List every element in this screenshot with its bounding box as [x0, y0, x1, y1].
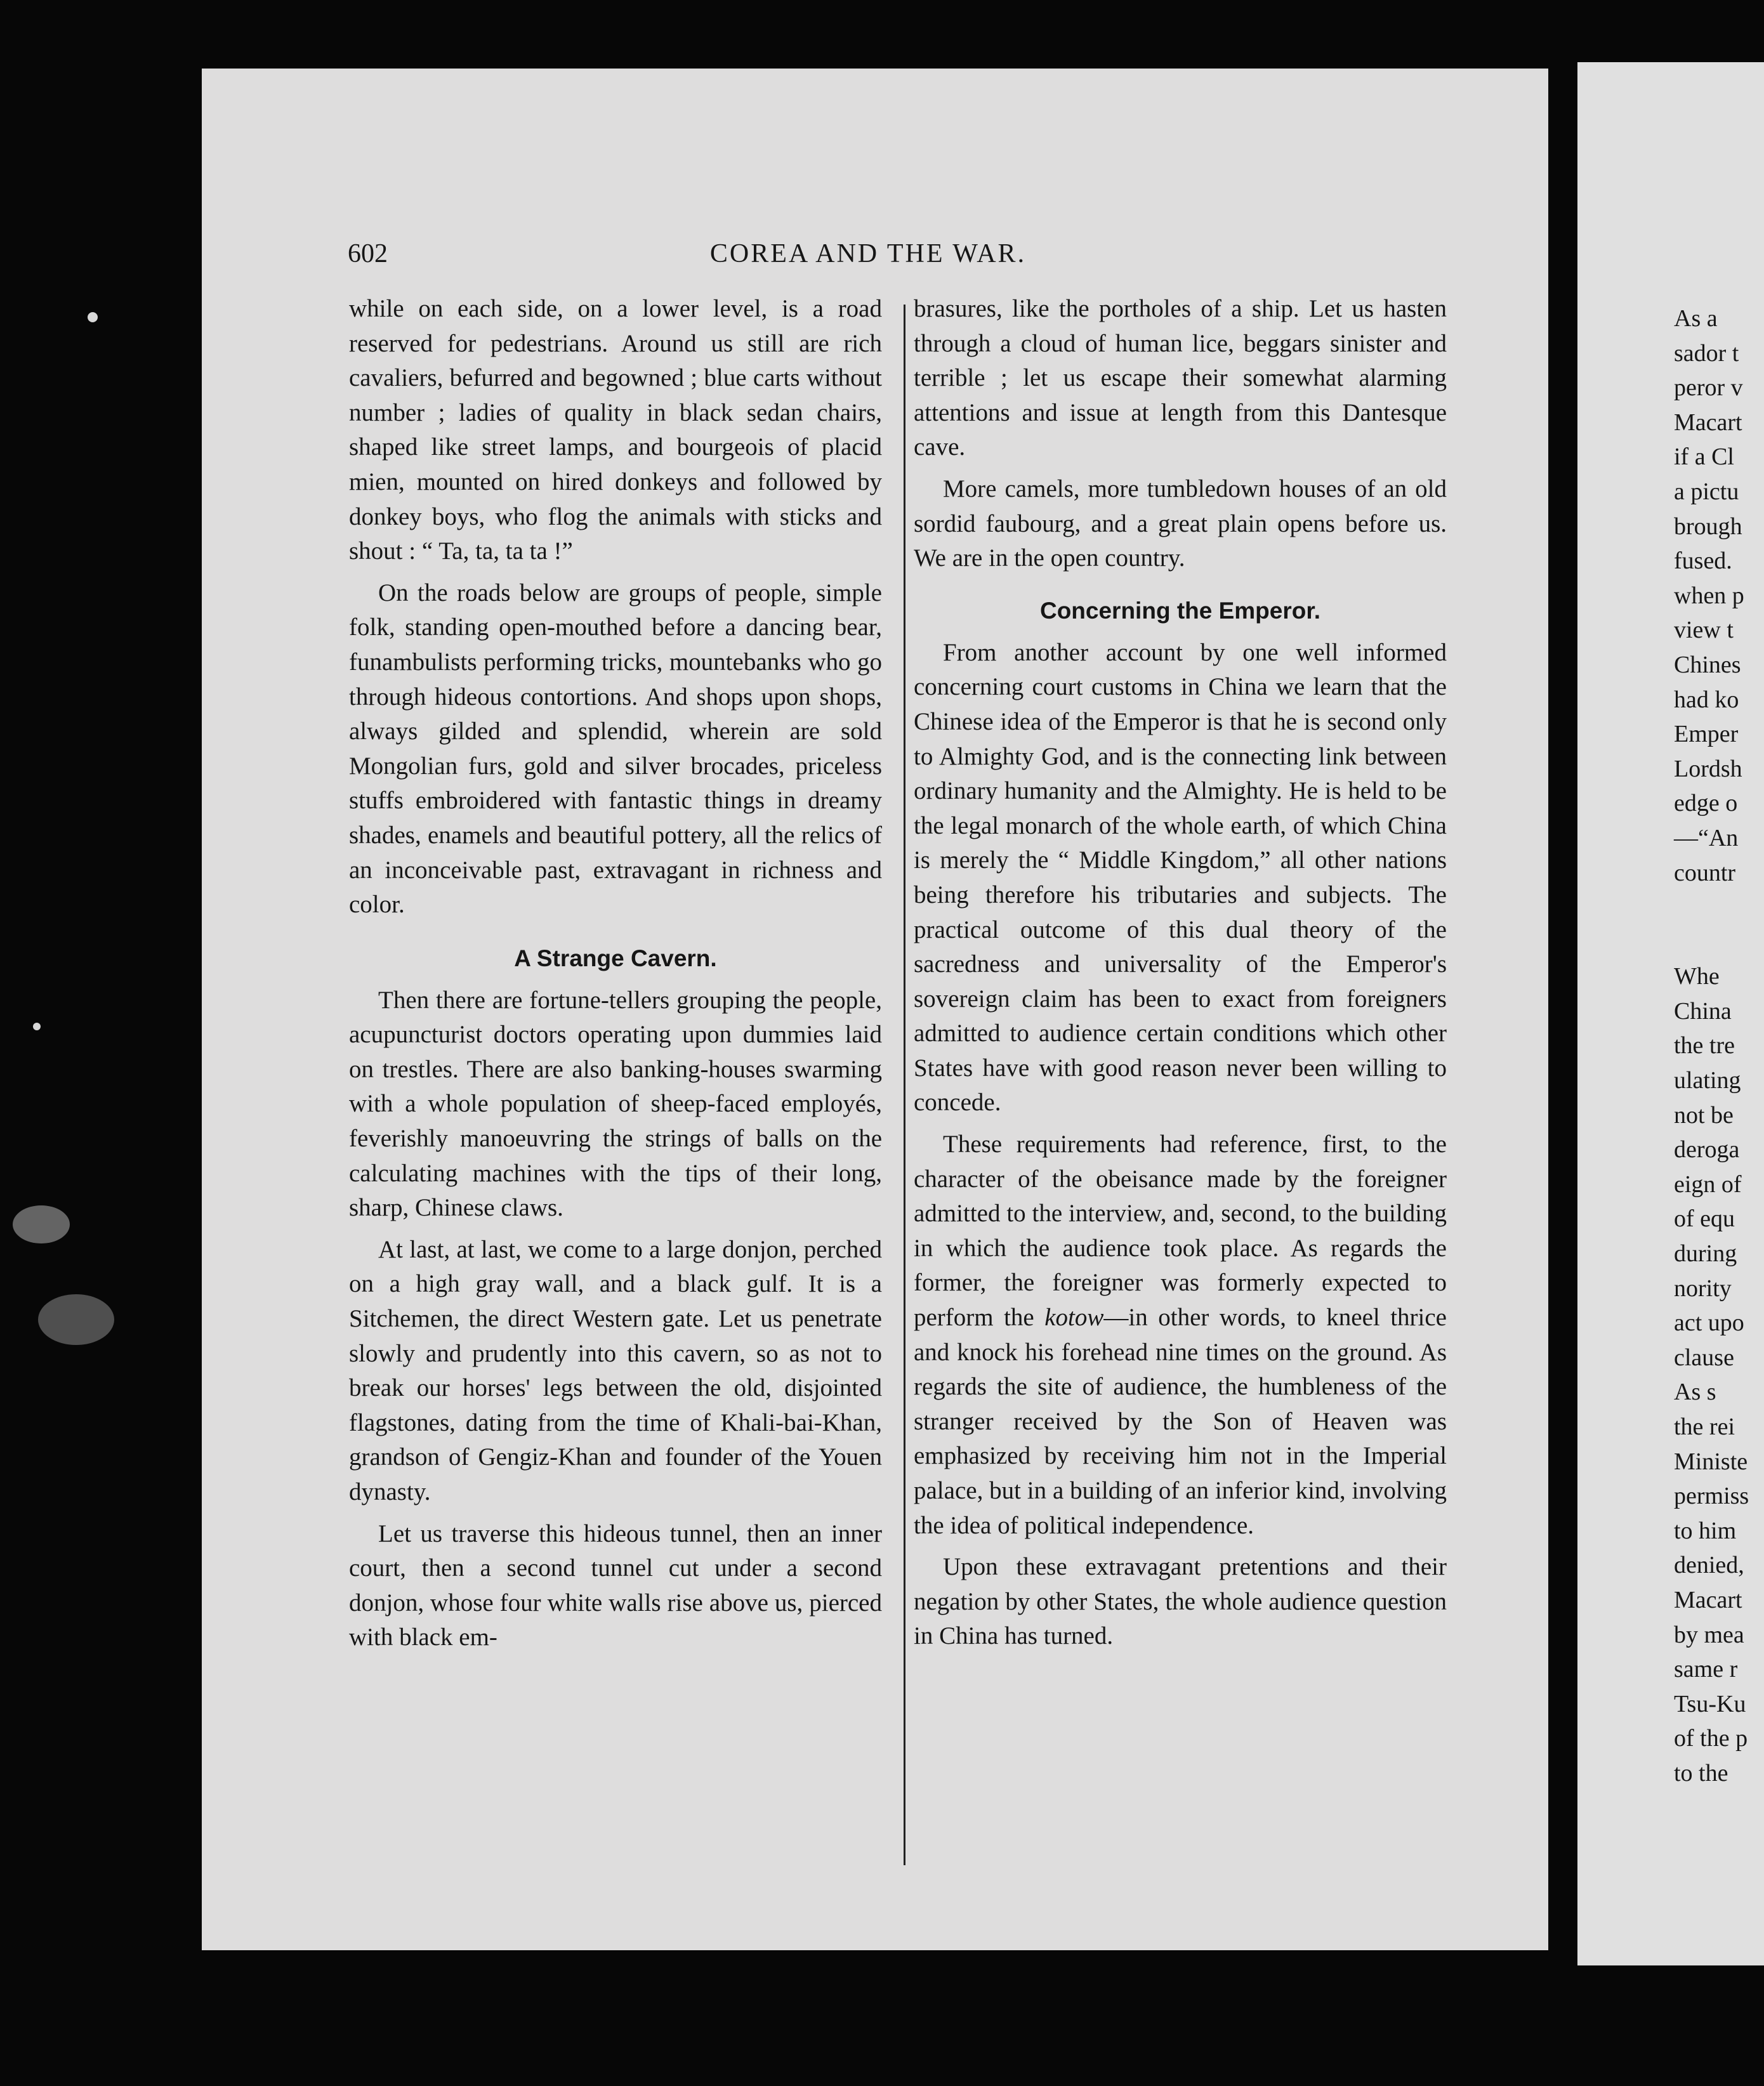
adjacent-page-fragment: [1577, 62, 1764, 1965]
fragment-line: Macart: [1674, 409, 1742, 436]
fragment-line: to him: [1674, 1517, 1737, 1544]
page-number: 602: [348, 239, 388, 268]
fragment-line: Macart: [1674, 1586, 1742, 1613]
fragment-line: brough: [1674, 513, 1742, 540]
paragraph: Then there are fortune-tellers grouping the people, acupuncturist doctors operating upon dummies laid on trestles. There are also banking-houses swarming with a whole population of sheep-faced employés, feverishly manoeuvring the strings of balls on the calculating machines with the tips of their long, sharp, Chinese claws.: [349, 986, 882, 1222]
fragment-line: Tsu-Ku: [1674, 1690, 1746, 1717]
fragment-line: the rei: [1674, 1414, 1735, 1440]
page-header: [348, 239, 1388, 274]
fragment-line: by mea: [1674, 1621, 1744, 1648]
fragment-line: ulating: [1674, 1067, 1741, 1094]
fragment-line: act upo: [1674, 1309, 1744, 1337]
fragment-line: nority: [1674, 1275, 1732, 1302]
paragraph: On the roads below are groups of people, simple folk, standing open-mouthed before a dancing bear, funambulists performing tricks, mountebanks who go through hideous contortions. And shops upon shops, always gilded and splendid, wherein are sold Mongolian furs, gold and silver brocades, priceless stuffs embroidered with fantastic things in dreamy shades, enamels and beautiful pottery, all the relics of an inconceivable past, extravagant in richness and color.: [349, 579, 882, 919]
paragraph: [914, 1127, 1447, 1543]
fragment-line: [1674, 925, 1749, 960]
scan-speck: [33, 1023, 41, 1030]
fragment-line: eign of: [1674, 1171, 1742, 1198]
fragment-line: sador t: [1674, 339, 1739, 367]
fragment-line: permiss: [1674, 1483, 1749, 1510]
fragment-line: the tre: [1674, 1032, 1735, 1059]
fragment-line: —“An: [1674, 824, 1739, 851]
fragment-line: deroga: [1674, 1136, 1740, 1164]
fragment-line: not be: [1674, 1101, 1734, 1129]
fragment-line: As a: [1674, 305, 1718, 332]
paragraph: while on each side, on a lower level, is a road reserved for pedestrians. Around us still are rich cavaliers, befurred and begowned ; blue carts without number ; ladies of quality in black sedan chairs, shaped like street lamps, and bourgeois of placid mien, mounted on hired donkeys and followed by donkey boys, who flog the animals with sticks and shout : “ Ta, ta, ta ta !”: [349, 295, 882, 565]
paragraph: brasures, like the portholes of a ship. Let us hasten through a cloud of human lice, beggars sinister and terrible ; let us escape their somewhat alarming attentions and issue at length from this Dantesque cave.: [914, 295, 1447, 461]
paragraph-text: These requirements had reference, first, to the character of the obeisance made by the foreigner admitted to the interview, and, second, to the building in which the audience took place. As regards the former, the foreigner was formerly expected to perform the: [914, 1131, 1447, 1332]
fragment-line: Chines: [1674, 651, 1741, 678]
scan-speck: [38, 1294, 114, 1345]
running-title: COREA AND THE WAR.: [709, 239, 1027, 268]
left-book-page: [202, 69, 1548, 1950]
fragment-line: Ministe: [1674, 1448, 1748, 1475]
left-column: [349, 292, 882, 1655]
fragment-line: As s: [1674, 1379, 1716, 1406]
column-divider: [904, 305, 905, 1865]
section-heading-strange-cavern: A Strange Cavern.: [514, 945, 717, 971]
kotow-italic: kotow: [1044, 1304, 1104, 1332]
right-column: [914, 292, 1447, 1654]
fragment-line: Emper: [1674, 721, 1739, 748]
scan-speck: [13, 1205, 70, 1243]
paragraph: At last, at last, we come to a large donjon, perched on a high gray wall, and a black gulf. It is a Sitchemen, the direct Western gate. Let us penetrate slowly and prudently into this cavern, so as not to break our horses' legs between the old, disjointed flagstones, dating from the time of Khali-bai-Khan, grandson of Gengiz-Khan and founder of the Youen dynasty.: [349, 1235, 882, 1505]
fragment-line: same r: [1674, 1656, 1738, 1683]
fragment-line: to the: [1674, 1759, 1728, 1787]
fragment-line: edge o: [1674, 790, 1738, 817]
scan-speck: [88, 312, 98, 322]
fragment-line: a pictu: [1674, 478, 1739, 505]
fragment-line: had ko: [1674, 686, 1739, 713]
fragment-line: denied,: [1674, 1552, 1744, 1579]
fragment-line: when p: [1674, 582, 1744, 609]
fragment-line: Lordsh: [1674, 755, 1742, 782]
paragraph: More camels, more tumbledown houses of an old sordid faubourg, and a great plain opens before us. We are in the open country.: [914, 475, 1447, 572]
fragment-line: clause: [1674, 1344, 1734, 1371]
fragment-line: of the p: [1674, 1725, 1748, 1752]
section-heading-concerning-emperor: Concerning the Emperor.: [1039, 597, 1320, 624]
fragment-line: of equ: [1674, 1205, 1735, 1233]
fragment-line: during: [1674, 1240, 1737, 1268]
adjacent-page-text: [1674, 301, 1749, 1791]
paragraph: From another account by one well informed concerning court customs in China we learn that the Chinese idea of the Emperor is that he is second only to Almighty God, and is the connecting link between ordinary humanity and the Almighty. He is held to be the legal monarch of the whole earth, of which China is merely the “ Middle Kingdom,” all other nations being therefore his tributaries and subjects. The practical outcome of this dual theory of the sacredness and universality of the Emperor's sovereign claim has been to exact from foreigners admitted to audience certain conditions which other States have with good reason never been willing to concede.: [914, 638, 1447, 1117]
paragraph: Upon these extravagant pretentions and their negation by other States, the whole audience question in China has turned.: [914, 1553, 1447, 1650]
paragraph: Let us traverse this hideous tunnel, then an inner court, then a second tunnel cut under a second donjon, whose four white walls rise above us, pierced with black em-: [349, 1519, 882, 1651]
fragment-line: fused.: [1674, 548, 1732, 575]
fragment-line: countr: [1674, 859, 1736, 886]
fragment-line: [1674, 890, 1749, 925]
fragment-line: view t: [1674, 617, 1734, 644]
fragment-line: peror v: [1674, 374, 1743, 402]
fragment-line: China: [1674, 997, 1732, 1025]
fragment-line: Whe: [1674, 963, 1720, 990]
paragraph-text: —in other words, to kneel thrice and knock his forehead nine times on the ground. As regards the site of audience, the humbleness of the stranger received by the Son of Heaven was emphasized by receiving him not in the Imperial palace, but in a building of an inferior kind, involving the idea of political independence.: [914, 1304, 1447, 1539]
fragment-line: if a Cl: [1674, 443, 1734, 471]
